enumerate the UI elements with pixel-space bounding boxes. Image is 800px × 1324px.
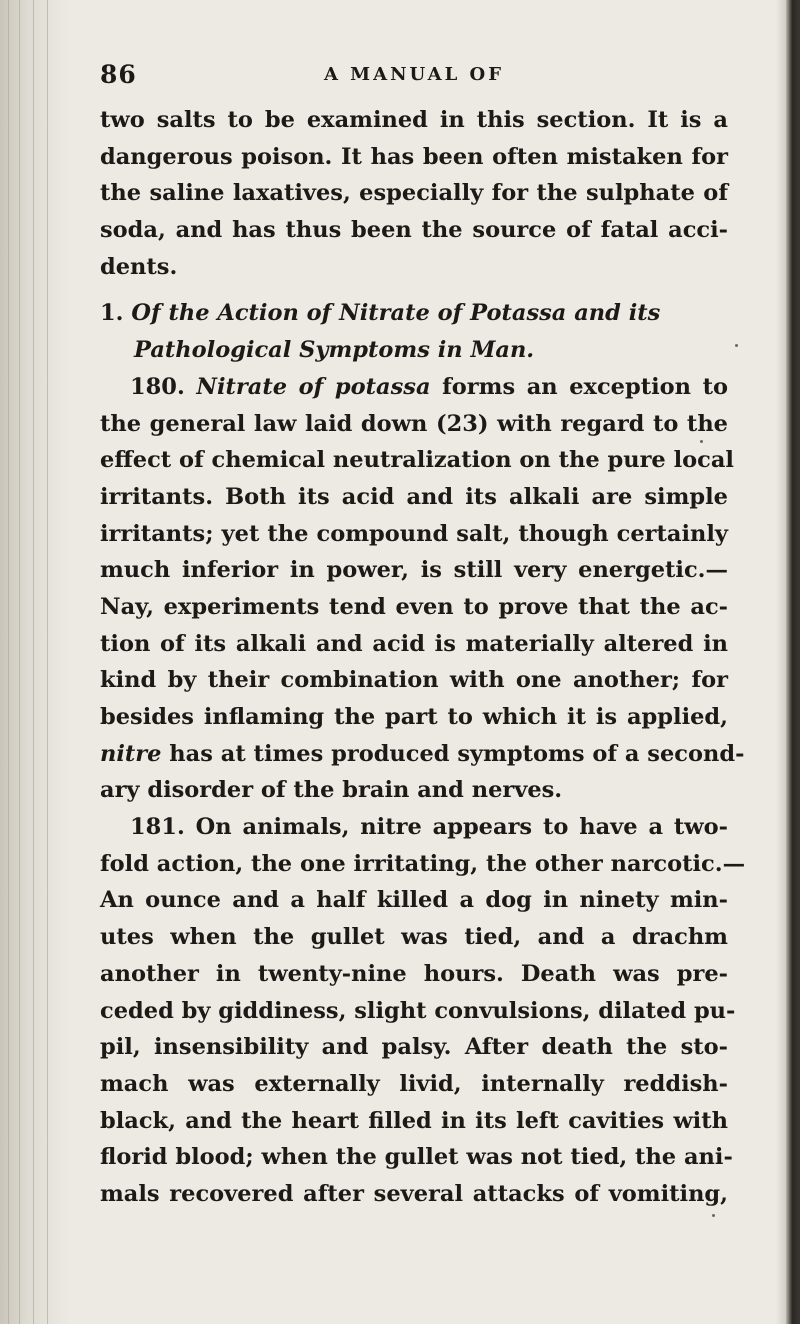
- text-line: the saline laxatives, especially for the sulphate of: [100, 180, 728, 207]
- page-edge-shadow: [776, 0, 786, 1324]
- paper-speck: [735, 344, 738, 347]
- text-line: effect of chemical neutralization on the pure local: [100, 447, 734, 474]
- italic-term: Nitrate of potassa: [196, 373, 431, 400]
- text-line: black, and the heart filled in its left cavities with: [100, 1107, 728, 1134]
- text-line: utes when the gullet was tied, and a drachm: [100, 924, 728, 951]
- text-line: ceded by giddiness, slight convulsions, dilated pu-: [100, 997, 736, 1024]
- text-line: much inferior in power, is still very energetic.—: [100, 557, 728, 584]
- section-number: 1.: [100, 300, 124, 327]
- paper-speck: [712, 1214, 715, 1217]
- text-line: pil, insensibility and palsy. After death the sto-: [100, 1034, 728, 1061]
- text-line: irritants. Both its acid and its alkali are simple: [100, 483, 728, 510]
- text-line: florid blood; when the gullet was not tied, the ani-: [100, 1144, 733, 1171]
- text-line: [100, 369, 728, 406]
- paper-speck: [700, 440, 703, 443]
- italic-term: nitre: [100, 740, 162, 767]
- page-edge: [786, 0, 800, 1324]
- text-fragment: has at times produced symptoms of a second-: [161, 740, 745, 767]
- text-line: mach was externally livid, internally reddish-: [100, 1070, 728, 1097]
- text-line: dangerous poison. It has been often mistaken for: [100, 143, 728, 170]
- text-line: two salts to be examined in this section. It is a: [100, 107, 728, 133]
- text-line: Nay, experiments tend even to prove that the ac-: [100, 593, 728, 620]
- text-line: kind by their combination with one another; for: [100, 667, 728, 694]
- heading-line: [100, 295, 728, 332]
- running-head: A MANUAL OF: [323, 64, 505, 85]
- heading-title-2: Pathological Symptoms in Man.: [134, 337, 535, 364]
- text-line: An ounce and a half killed a dog in ninety min-: [100, 887, 728, 914]
- intro-paragraph: [100, 102, 728, 285]
- text-line: 181. On animals, nitre appears to have a two-: [130, 814, 728, 841]
- text-line: another in twenty-nine hours. Death was pre-: [100, 960, 728, 987]
- text-line: besides inflaming the part to which it is applied,: [100, 704, 728, 730]
- page-body: [100, 102, 746, 1213]
- text-line: soda, and has thus been the source of fatal acci-: [100, 217, 728, 244]
- text-line: dents.: [100, 253, 178, 280]
- text-line: ary disorder of the brain and nerves.: [100, 777, 563, 804]
- text-line: mals recovered after several attacks of vomiting,: [100, 1180, 728, 1207]
- paragraph-180: [100, 369, 745, 809]
- text-line: fold action, the one irritating, the other narcotic.—: [100, 850, 746, 877]
- page-header: [100, 60, 728, 90]
- heading-title-1: Of the Action of Nitrate of Potassa and its: [131, 300, 661, 327]
- page-number: 86: [100, 60, 137, 89]
- page-gutter-shadow: [0, 0, 70, 1324]
- text-line: irritants; yet the compound salt, though certainly: [100, 520, 728, 547]
- text-line: tion of its alkali and acid is materially altered in: [100, 630, 728, 657]
- text-line: [100, 736, 745, 773]
- text-line: the general law laid down (23) with regard to the: [100, 410, 728, 437]
- text-fragment: forms an exception to: [430, 373, 728, 400]
- paragraph-181: [100, 809, 746, 1213]
- section-heading: [100, 295, 728, 368]
- paragraph-number: 180.: [130, 373, 185, 400]
